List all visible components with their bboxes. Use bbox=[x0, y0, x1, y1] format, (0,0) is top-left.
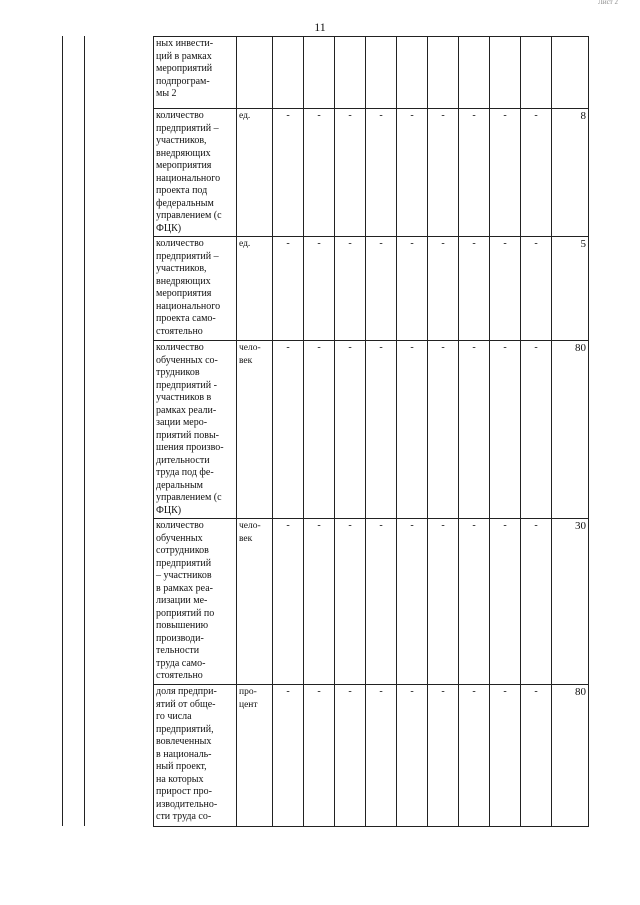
indicator-name-line: деральным bbox=[156, 479, 204, 491]
indicator-name-cell bbox=[154, 37, 237, 109]
indicator-name-line: на которых bbox=[156, 773, 204, 785]
year-value-cell: - bbox=[366, 519, 397, 685]
table-row bbox=[154, 341, 589, 519]
indicator-name-line: предприятий bbox=[156, 557, 212, 569]
indicators-table bbox=[153, 36, 589, 827]
indicator-name-line: стоятельно bbox=[156, 325, 203, 337]
indicator-name-line: проекта под bbox=[156, 185, 208, 196]
indicator-name-line: внедряющих bbox=[156, 147, 211, 159]
indicator-name-line: количество bbox=[156, 520, 204, 531]
year-value-cell: - bbox=[273, 685, 304, 827]
indicator-name-line: мероприятия bbox=[156, 288, 212, 299]
indicator-name-line: количество bbox=[156, 110, 204, 121]
indicator-name-line: ных инвести- bbox=[156, 38, 214, 49]
indicator-name-line: дительности bbox=[156, 454, 210, 466]
indicator-name-line: количество bbox=[156, 238, 204, 249]
indicator-name-line: ный проект, bbox=[156, 761, 207, 772]
year-value-cell: - bbox=[366, 109, 397, 237]
indicator-name-line: трудников bbox=[156, 367, 200, 378]
indicator-name-cell bbox=[154, 685, 237, 827]
year-value-cell: - bbox=[459, 109, 490, 237]
table-row bbox=[154, 109, 589, 237]
year-value-cell: - bbox=[428, 685, 459, 827]
year-value-cell: - bbox=[304, 341, 335, 519]
indicator-name-cell bbox=[154, 341, 237, 519]
indicator-name-line: ций в рамках bbox=[156, 50, 212, 62]
indicator-name-line: – участников bbox=[156, 570, 212, 581]
year-value-cell: - bbox=[428, 519, 459, 685]
indicator-name-line: мероприятий bbox=[156, 63, 213, 74]
year-value-cell bbox=[459, 37, 490, 109]
indicator-name-line: внедряющих bbox=[156, 275, 211, 287]
indicators-table-body bbox=[154, 37, 589, 827]
unit-line: ед. bbox=[239, 239, 251, 249]
year-value-cell bbox=[335, 37, 366, 109]
indicator-name-line: проекта само- bbox=[156, 313, 216, 324]
indicator-name-line: изводительно- bbox=[156, 798, 218, 810]
year-value-cell: - bbox=[335, 685, 366, 827]
year-value-cell: - bbox=[397, 519, 428, 685]
year-value-cell: - bbox=[366, 237, 397, 341]
year-value-cell bbox=[273, 37, 304, 109]
year-value-cell: - bbox=[397, 237, 428, 341]
year-value-cell: - bbox=[490, 685, 521, 827]
indicator-name-cell bbox=[154, 237, 237, 341]
indicator-name-line: участников в bbox=[156, 392, 212, 403]
indicator-name-line: мы 2 bbox=[156, 88, 177, 99]
indicator-name-line: в националь- bbox=[156, 748, 212, 760]
target-value-cell bbox=[552, 37, 589, 109]
year-value-cell: - bbox=[428, 109, 459, 237]
year-value-cell: - bbox=[304, 109, 335, 237]
year-value-cell bbox=[490, 37, 521, 109]
year-value-cell: - bbox=[428, 341, 459, 519]
year-value-cell bbox=[521, 37, 552, 109]
unit-line: ед. bbox=[239, 111, 251, 121]
indicator-name-line: производи- bbox=[156, 632, 204, 644]
year-value-cell: - bbox=[459, 519, 490, 685]
unit-cell bbox=[237, 685, 273, 827]
target-value-cell: 5 bbox=[552, 237, 589, 341]
indicator-name-line: национального bbox=[156, 300, 221, 312]
year-value-cell: - bbox=[521, 519, 552, 685]
indicator-name-line: предприятий – bbox=[156, 250, 219, 262]
indicator-name-line: прирост про- bbox=[156, 786, 212, 797]
unit-line: век bbox=[239, 355, 253, 366]
year-value-cell: - bbox=[459, 685, 490, 827]
indicator-name-line: федеральным bbox=[156, 197, 214, 209]
indicator-name-line: ятий от обще- bbox=[156, 698, 216, 710]
unit-cell bbox=[237, 237, 273, 341]
year-value-cell bbox=[397, 37, 428, 109]
year-value-cell: - bbox=[335, 237, 366, 341]
year-value-cell: - bbox=[273, 109, 304, 237]
year-value-cell: - bbox=[335, 519, 366, 685]
year-value-cell: - bbox=[366, 685, 397, 827]
indicator-name-line: рамках реали- bbox=[156, 404, 217, 416]
indicator-name-line: вовлеченных bbox=[156, 736, 212, 747]
indicator-name-line: сти труда со- bbox=[156, 811, 212, 822]
corner-mark: Лист 2 bbox=[598, 0, 618, 6]
indicator-name-line: участников, bbox=[156, 135, 207, 146]
year-value-cell: - bbox=[428, 237, 459, 341]
year-value-cell: - bbox=[397, 685, 428, 827]
indicator-name-line: шения произво- bbox=[156, 442, 224, 453]
indicator-name-line: го числа bbox=[156, 711, 192, 722]
indicator-name-line: обученных со- bbox=[156, 354, 218, 366]
unit-line: чело- bbox=[239, 343, 261, 353]
indicator-name-line: повышению bbox=[156, 620, 209, 631]
indicator-name-line: доля предпри- bbox=[156, 686, 217, 697]
indicator-name-line: предприятий, bbox=[156, 723, 214, 735]
year-value-cell: - bbox=[521, 237, 552, 341]
year-value-cell bbox=[428, 37, 459, 109]
unit-line: про- bbox=[239, 687, 257, 697]
year-value-cell: - bbox=[397, 109, 428, 237]
table-row bbox=[154, 237, 589, 341]
page-number: 11 bbox=[314, 20, 326, 34]
margin-line bbox=[62, 36, 63, 826]
year-value-cell: - bbox=[490, 519, 521, 685]
year-value-cell: - bbox=[366, 341, 397, 519]
indicator-name-cell bbox=[154, 519, 237, 685]
indicator-name-line: зации меро- bbox=[156, 417, 208, 428]
year-value-cell: - bbox=[521, 685, 552, 827]
unit-line: цент bbox=[239, 699, 258, 710]
indicator-name-line: сотрудников bbox=[156, 545, 209, 556]
target-value-cell: 80 bbox=[552, 685, 589, 827]
indicator-name-line: обученных bbox=[156, 532, 203, 544]
indicator-name-line: труда само- bbox=[156, 657, 206, 669]
indicator-name-line: в рамках реа- bbox=[156, 582, 213, 594]
year-value-cell: - bbox=[273, 519, 304, 685]
indicator-name-line: управлением (с bbox=[156, 210, 222, 221]
table-row bbox=[154, 519, 589, 685]
indicator-name-line: стоятельно bbox=[156, 670, 203, 681]
year-value-cell: - bbox=[397, 341, 428, 519]
indicator-name-line: предприятий - bbox=[156, 379, 217, 391]
indicator-name-line: труда под фе- bbox=[156, 467, 214, 478]
year-value-cell: - bbox=[459, 237, 490, 341]
table-row bbox=[154, 685, 589, 827]
indicator-name-line: национального bbox=[156, 172, 221, 184]
target-value-cell: 8 bbox=[552, 109, 589, 237]
target-value-cell: 80 bbox=[552, 341, 589, 519]
indicator-name-line: предприятий – bbox=[156, 122, 219, 134]
unit-line: век bbox=[239, 533, 253, 544]
year-value-cell: - bbox=[304, 519, 335, 685]
indicator-name-line: ФЦК) bbox=[156, 222, 182, 234]
indicator-name-line: мероприятия bbox=[156, 160, 212, 171]
indicator-name-line: управлением (с bbox=[156, 492, 222, 503]
year-value-cell: - bbox=[490, 341, 521, 519]
indicator-name-line: приятий повы- bbox=[156, 429, 219, 441]
year-value-cell: - bbox=[521, 109, 552, 237]
year-value-cell: - bbox=[335, 109, 366, 237]
unit-line: чело- bbox=[239, 521, 261, 531]
indicator-name-line: лизации ме- bbox=[156, 595, 208, 606]
target-value-cell: 30 bbox=[552, 519, 589, 685]
year-value-cell: - bbox=[273, 341, 304, 519]
margin-line bbox=[84, 36, 85, 826]
year-value-cell: - bbox=[521, 341, 552, 519]
year-value-cell: - bbox=[304, 237, 335, 341]
indicator-name-cell bbox=[154, 109, 237, 237]
year-value-cell: - bbox=[490, 237, 521, 341]
indicator-name-line: тельности bbox=[156, 645, 200, 656]
indicator-name-line: подпрограм- bbox=[156, 75, 210, 87]
table-row bbox=[154, 37, 589, 109]
unit-cell bbox=[237, 109, 273, 237]
year-value-cell: - bbox=[459, 341, 490, 519]
unit-cell bbox=[237, 519, 273, 685]
indicator-name-line: участников, bbox=[156, 263, 207, 274]
year-value-cell: - bbox=[490, 109, 521, 237]
indicator-name-line: ФЦК) bbox=[156, 504, 182, 516]
year-value-cell: - bbox=[304, 685, 335, 827]
indicator-name-line: количество bbox=[156, 342, 204, 353]
unit-cell bbox=[237, 341, 273, 519]
unit-cell bbox=[237, 37, 273, 109]
year-value-cell bbox=[304, 37, 335, 109]
year-value-cell: - bbox=[273, 237, 304, 341]
year-value-cell: - bbox=[335, 341, 366, 519]
indicator-name-line: роприятий по bbox=[156, 607, 215, 619]
year-value-cell bbox=[366, 37, 397, 109]
